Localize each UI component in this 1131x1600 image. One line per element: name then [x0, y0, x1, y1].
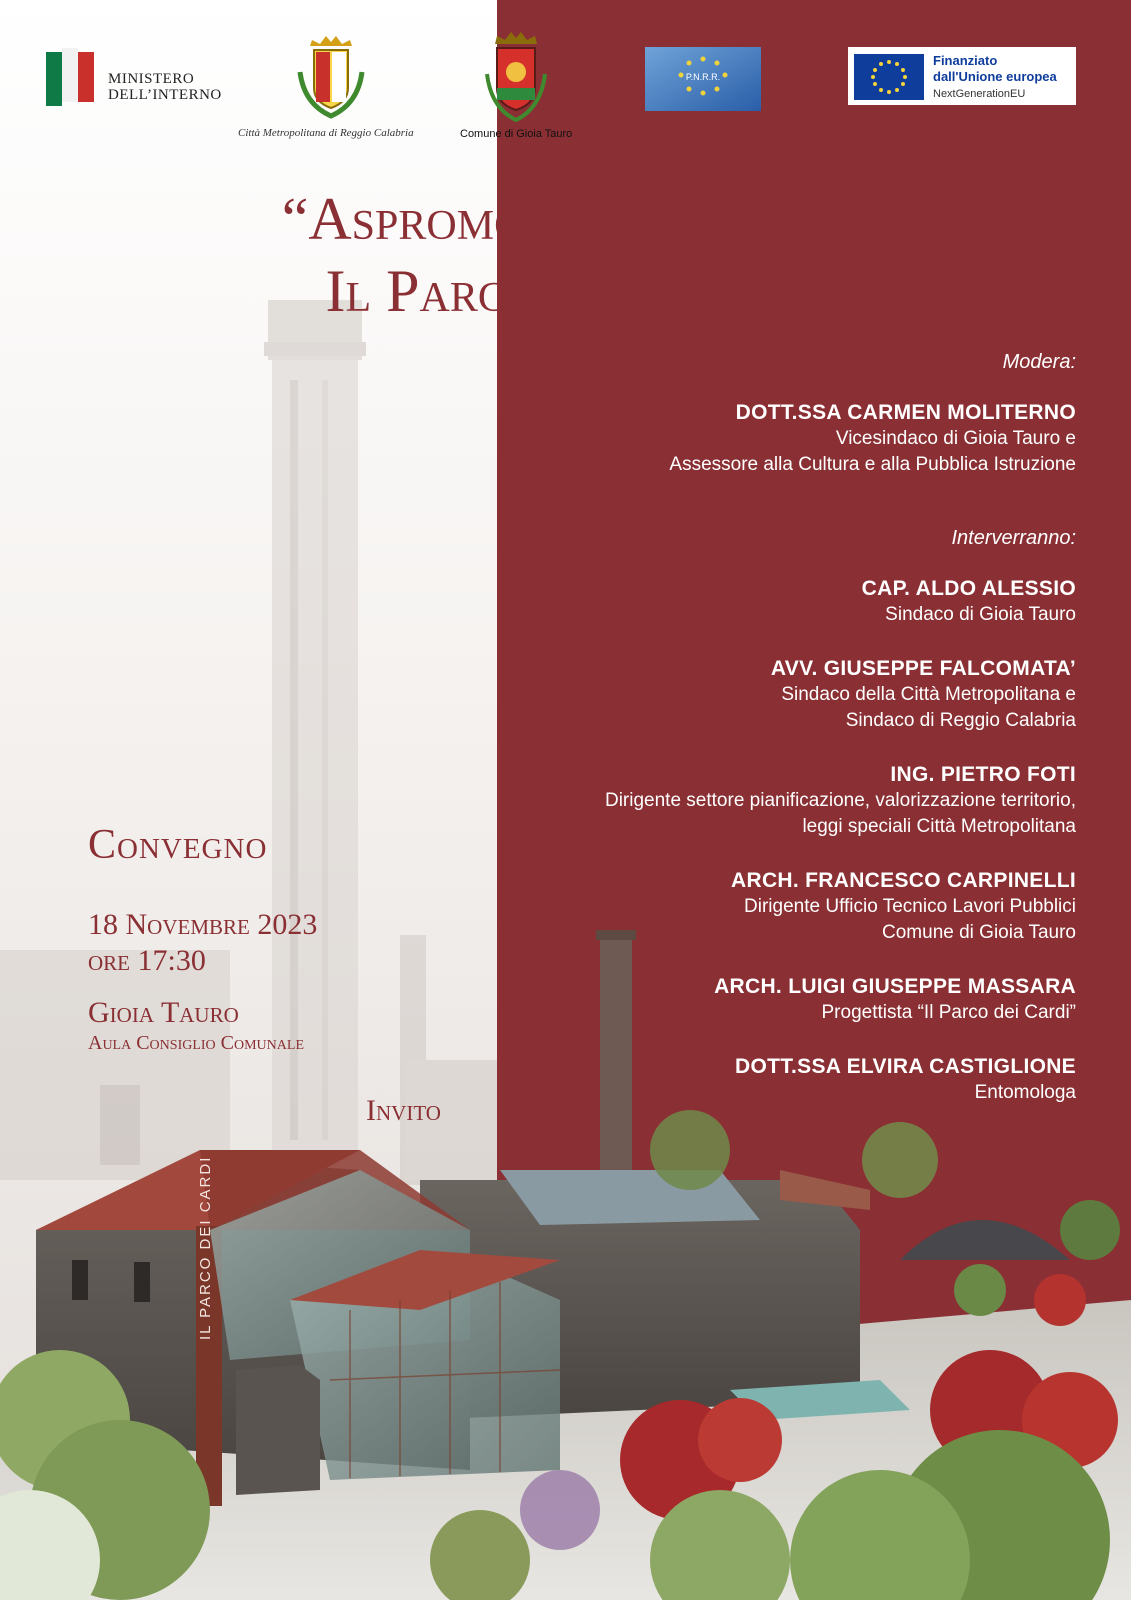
event-title: Convegno — [88, 822, 268, 868]
ministero-line2: DELL’INTERNO — [108, 87, 222, 103]
speaker-name: CAP. ALDO ALESSIO — [861, 577, 1076, 600]
moderator-role-1: Vicesindaco di Gioia Tauro e — [835, 428, 1076, 449]
comune-caption: Comune di Gioia Tauro — [460, 128, 573, 140]
eu-line3: NextGenerationEU — [933, 88, 1026, 100]
speaker-role: Entomologa — [974, 1082, 1076, 1103]
eu-line2: dall'Unione europea — [933, 69, 1057, 84]
eu-line1: Finanziato — [933, 53, 998, 68]
speaker-role: Dirigente Ufficio Tecnico Lavori Pubblici — [744, 896, 1076, 917]
moderator-name: DOTT.SSA CARMEN MOLITERNO — [735, 401, 1076, 424]
speaker-role: Sindaco della Città Metropolitana e — [781, 684, 1076, 705]
speaker-role: Progettista “Il Parco dei Cardi” — [821, 1002, 1076, 1023]
speaker-name: AVV. GIUSEPPE FALCOMATA’ — [770, 657, 1076, 680]
building-sign: IL PARCO DEI CARDI — [197, 1155, 214, 1340]
title-line-1: “Aspromonte in Citta’: — [281, 186, 850, 252]
event-invito: Invito — [366, 1094, 441, 1127]
event-date: 18 Novembre 2023 — [88, 908, 318, 941]
event-venue: Aula Consiglio Comunale — [88, 1032, 304, 1054]
citta-metropolitana-caption: Città Metropolitana di Reggio Calabria — [238, 127, 414, 139]
title-line-2: Il Parco dei Cardi” — [325, 258, 806, 324]
speaker-role: Sindaco di Gioia Tauro — [885, 604, 1076, 625]
speaker-role: Comune di Gioia Tauro — [882, 922, 1076, 943]
ministero-line1: MINISTERO — [108, 71, 195, 87]
speaker-name: ARCH. LUIGI GIUSEPPE MASSARA — [714, 975, 1076, 998]
event-time: ore 17:30 — [88, 944, 206, 977]
speaker-role: Sindaco di Reggio Calabria — [845, 710, 1076, 731]
speaker-role: leggi speciali Città Metropolitana — [802, 816, 1076, 837]
event-city: Gioia Tauro — [88, 996, 239, 1029]
speaker-role: Dirigente settore pianificazione, valorizzazione territorio, — [604, 790, 1076, 811]
speaker-name: ING. PIETRO FOTI — [890, 763, 1076, 786]
pnrr-label: P.N.R.R. — [685, 72, 721, 82]
speakers-label-text: Interverranno: — [951, 527, 1076, 549]
speaker-name: ARCH. FRANCESCO CARPINELLI — [731, 869, 1076, 892]
moderator-label-text: Modera: — [1002, 351, 1076, 373]
moderator-role-2: Assessore alla Cultura e alla Pubblica Istruzione — [669, 454, 1076, 475]
speaker-name: DOTT.SSA ELVIRA CASTIGLIONE — [734, 1055, 1076, 1078]
